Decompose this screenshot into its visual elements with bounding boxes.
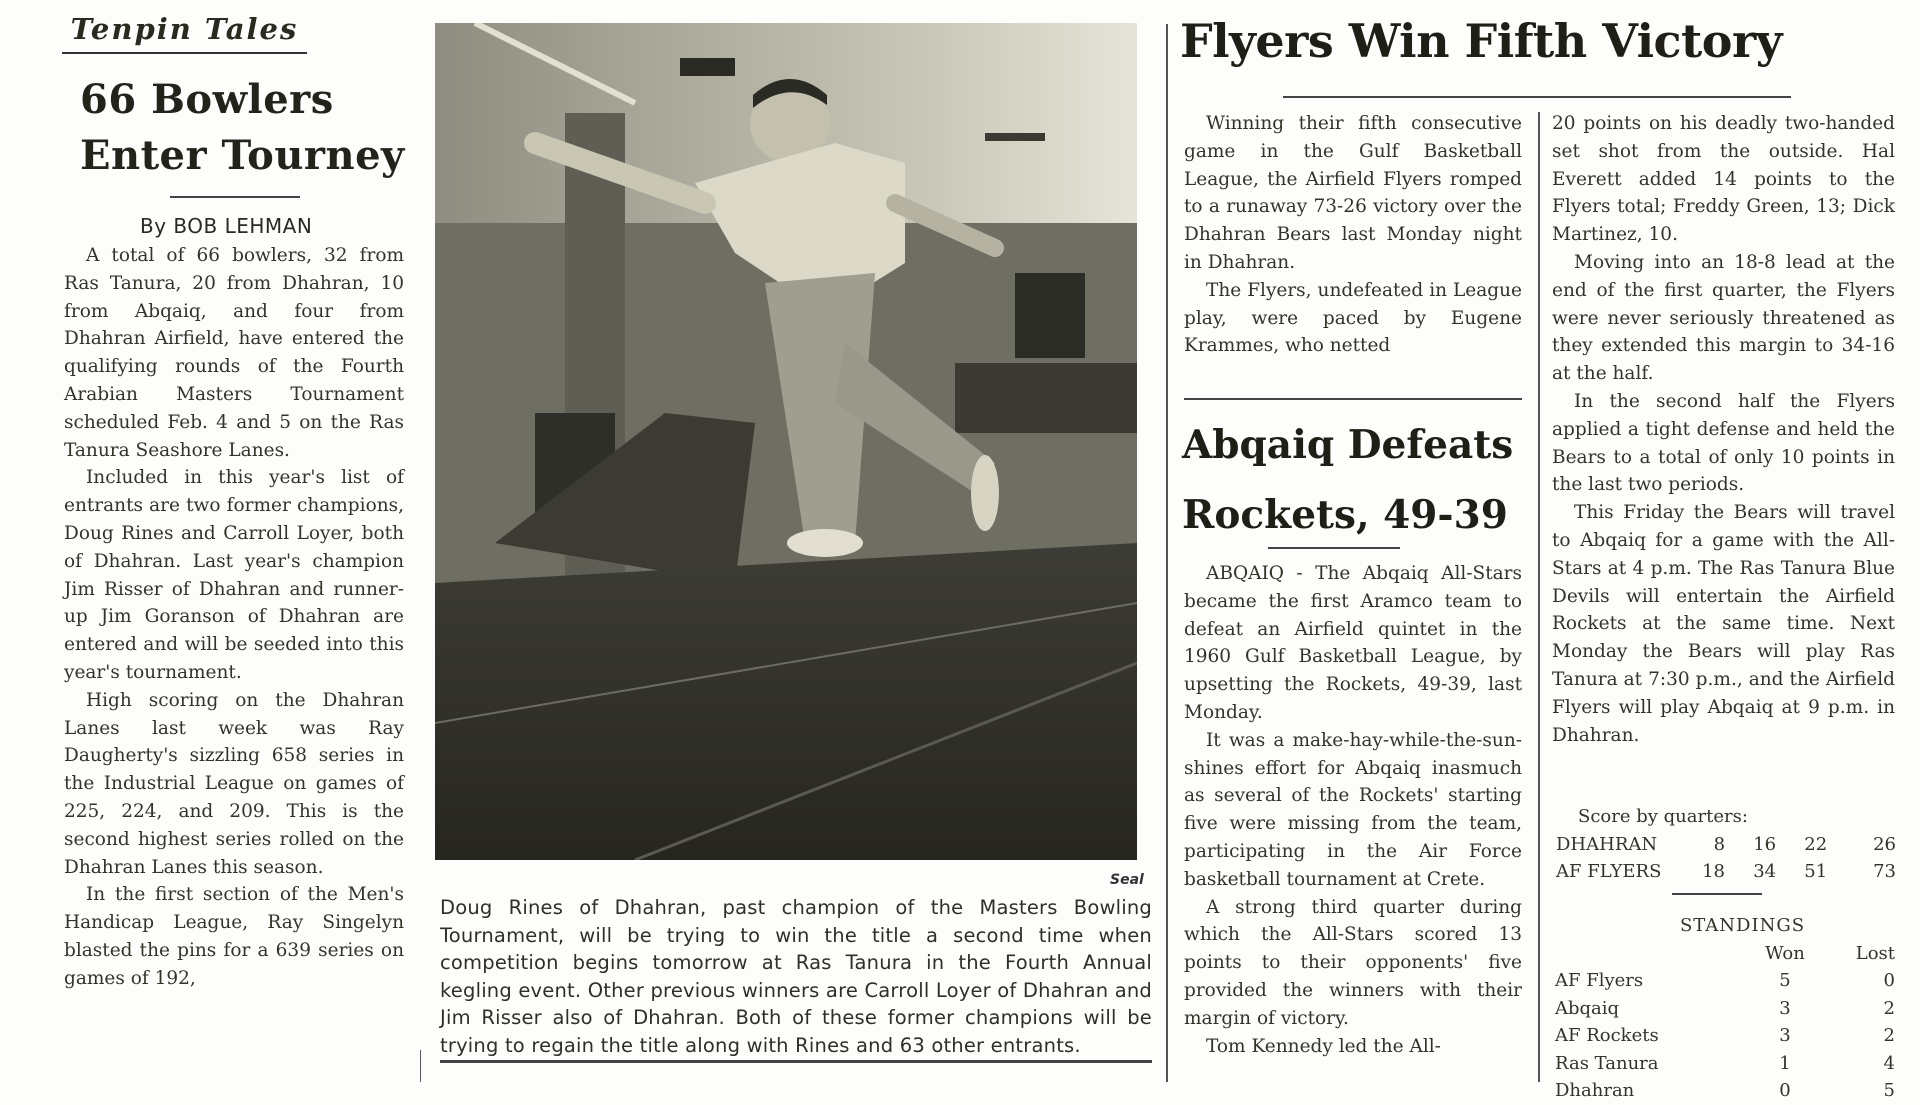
team-name: Dhahran	[1555, 1080, 1635, 1101]
team-name: AF Rockets	[1555, 1025, 1659, 1046]
paragraph: Tom Kennedy led the All-	[1206, 1035, 1441, 1057]
losses: 2	[1883, 997, 1895, 1019]
headline-flyers: Flyers Win Fifth Victory	[1180, 14, 1782, 68]
header-won: Won	[1765, 942, 1805, 964]
standings-table	[1555, 912, 1900, 1105]
losses: 2	[1883, 1025, 1895, 1046]
paragraph: The Flyers, undefeated in League play, were paced by Eugene Krammes, who netted	[1184, 279, 1522, 357]
quarter-score: 26	[1873, 833, 1896, 855]
abqaiq-headline-rule	[1268, 547, 1400, 549]
standings-row	[1555, 1050, 1900, 1078]
score-by-quarters	[1556, 803, 1896, 886]
losses: 0	[1883, 970, 1895, 991]
quarter-score: 8	[1713, 833, 1726, 855]
column-divider-left	[420, 1050, 421, 1082]
headline-line-2: Enter Tourney	[80, 132, 405, 179]
headline-line-2: Rockets, 49-39	[1182, 492, 1508, 538]
team-name: Ras Tanura	[1555, 1052, 1659, 1074]
losses: 5	[1883, 1080, 1895, 1101]
score-row	[1556, 858, 1896, 886]
headline-66-bowlers	[80, 72, 410, 184]
standings-row	[1555, 967, 1900, 995]
standings-row	[1555, 1022, 1900, 1050]
abqaiq-article-body	[1184, 560, 1522, 1060]
team-name: AF FLYERS	[1556, 861, 1662, 882]
standings-row	[1555, 1077, 1900, 1105]
photo-credit: Seal	[1110, 872, 1144, 888]
flyers-article-col1	[1184, 110, 1522, 360]
caption-bottom-rule	[440, 1060, 1152, 1063]
quarter-score: 18	[1702, 861, 1726, 882]
paragraph: This Friday the Bears will travel to Abqaiq for a game with the All-Stars at 4 p.m. The Ras Tanura Blue Devils will entertain the Airfield Rockets at the same time. Next Monday the Bears will play Ras Tanura at 7:30 p.m., and the Airfield Flyers will play Abqaiq at 9 p.m. in Dhahran.	[1552, 502, 1895, 746]
quarter-score: 22	[1804, 833, 1828, 855]
bowling-article-body	[64, 242, 404, 993]
scores-rule	[1672, 893, 1762, 895]
paragraph: It was a make-hay-while-the-sun-shines effort for Abqaiq inasmuch as several of the Rockets' starting five were missing from the team, participating in the Air Force basketball tournament at Crete.	[1184, 729, 1522, 890]
paragraph: High scoring on the Dhahran Lanes last week was Ray Daugherty's sizzling 658 series in the Industrial League on games of 225, 224, and 209. This is the second highest series rolled on the Dhahran Lanes this season.	[64, 689, 404, 878]
quarter-score: 73	[1873, 861, 1896, 882]
paragraph: Moving into an 18-8 lead at the end of the first quarter, the Flyers were never seriously threatened as they extended this margin to 34-16 at the half.	[1552, 251, 1895, 385]
section-kicker: Tenpin Tales	[62, 12, 307, 54]
paragraph: 20 points on his deadly two-handed set shot from the outside. Hal Everett added 14 points to the Flyers total; Freddy Green, 13; Dick Martinez, 10.	[1552, 113, 1895, 246]
headline-abqaiq	[1182, 410, 1522, 550]
paragraph: ABQAIQ - The Abqaiq All-Stars became the first Aramco team to defeat an Airfield quintet in the 1960 Gulf Basketball League, by upsetting the Rockets, 49-39, last Monday.	[1184, 563, 1522, 723]
photo-illustration	[435, 23, 1137, 860]
bowler-photo	[435, 23, 1137, 860]
byline: By BOB LEHMAN	[140, 214, 313, 238]
headline-line-1: Abqaiq Defeats	[1182, 422, 1514, 468]
losses: 4	[1883, 1052, 1895, 1074]
flyers-headline-rule	[1283, 96, 1791, 98]
headline-rule	[170, 196, 300, 198]
team-name: Abqaiq	[1555, 997, 1620, 1019]
article-separator-rule	[1184, 398, 1522, 400]
team-name: AF Flyers	[1555, 970, 1644, 991]
standings-row	[1555, 995, 1900, 1023]
paragraph: A total of 66 bowlers, 32 from Ras Tanura, 20 from Dhahran, 10 from Abqaiq, and four from Dhahran Airfield, have entered the qualifying rounds of the Fourth Arabian Masters Tournament scheduled Feb. 4 and 5 on the Ras Tanura Seashore Lanes.	[64, 245, 404, 461]
score-label: Score by quarters:	[1578, 806, 1748, 827]
paragraph: In the first section of the Men's Handicap League, Ray Singelyn blasted the pins for a 639 series on games of 192,	[64, 884, 404, 989]
photo-caption: Doug Rines of Dhahran, past champion of the Masters Bowling Tournament, will be trying to win the title a second time when competition begins tomorrow at Ras Tanura in the Fourth Annual kegling event. Other previous winners are Carroll Loyer of Dhahran and Jim Risser also of Dhahran. Both of these former champions will be trying to regain the title along with Rines and 63 other entrants.	[440, 896, 1152, 1057]
paragraph: In the second half the Flyers applied a tight defense and held the Bears to a total of only 10 points in the last two periods.	[1552, 390, 1895, 496]
headline-line-1: 66 Bowlers	[80, 76, 334, 123]
paragraph: A strong third quarter during which the All-Stars scored 13 points to their opponents' five provided the winners with their margin of victory.	[1184, 896, 1522, 1029]
wins: 5	[1779, 970, 1791, 991]
column-divider-center	[1166, 24, 1168, 1082]
wins: 3	[1779, 997, 1791, 1019]
flyers-article-col2	[1552, 110, 1895, 749]
standings-header-row	[1555, 940, 1900, 968]
wins: 0	[1779, 1080, 1791, 1101]
header-lost: Lost	[1855, 942, 1895, 964]
paragraph: Winning their fifth consecutive game in the Gulf Basketball League, the Airfield Flyers romped to a runaway 73-26 victory over the Dhahran Bears last Monday night in Dhahran.	[1184, 113, 1522, 273]
score-row	[1556, 831, 1896, 859]
column-divider-right	[1538, 112, 1540, 1082]
team-name: DHAHRAN	[1556, 833, 1658, 855]
wins: 1	[1779, 1052, 1791, 1074]
paragraph: Included in this year's list of entrants are two former champions, Doug Rines and Carroll Loyer, both of Dhahran. Last year's champion Jim Risser of Dhahran and runner-up Jim Goranson of Dhahran are entered and will be seeded into this year's tournament.	[64, 467, 404, 683]
quarter-score: 34	[1753, 861, 1777, 882]
standings-title: STANDINGS	[1679, 915, 1806, 936]
wins: 3	[1779, 1025, 1791, 1046]
quarter-score: 16	[1753, 833, 1777, 855]
quarter-score: 51	[1804, 861, 1828, 882]
